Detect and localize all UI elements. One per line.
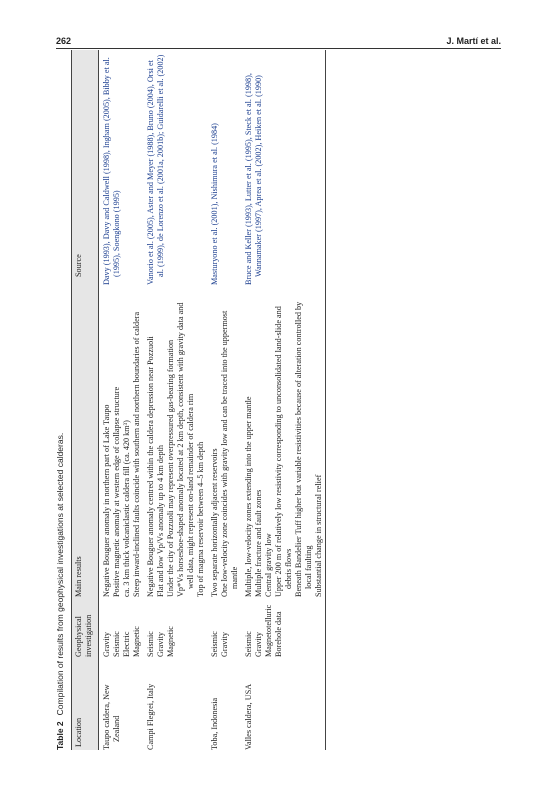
methods-cell — [207, 600, 241, 660]
location-cell: Campi Flegrei, Italy — [146, 683, 155, 750]
source-cell: Bruce and Keller (1993), Lutter et al. (1995), Steck et al. (1998), Wannamaker (1997), Aprea et al. (2002), Heiken et al. (1990) — [241, 50, 326, 287]
method-item: Magnetic — [132, 626, 141, 657]
result-item: Beneath Bandelier Tuff higher but variable resistivities because of alteration controlled by local faulting — [294, 301, 313, 597]
method-item: Gravity — [254, 631, 263, 657]
result-item: Negative Bouguer anomaly in northern part of Lake Taupo — [102, 404, 111, 597]
result-item: One low-velocity zone coincides with gravity low and can be traced into the uppermost mantle — [220, 310, 239, 597]
result-item: Multiple, low-velocity zones extending into the upper mantle — [244, 396, 253, 597]
header-location: Location — [72, 660, 99, 750]
source-cell: Masturyono et al. (2001), Nishimura et al. (1984) — [210, 123, 219, 285]
table-header-row — [72, 50, 99, 750]
header-source: Source — [72, 50, 99, 287]
table-row — [143, 50, 207, 750]
result-item: Top of magma reservoir between 4–5 km depth — [196, 441, 205, 597]
header-main-results: Main results — [72, 287, 99, 600]
header-geophysical-investigation: Geophysical investigation — [72, 600, 99, 660]
method-item: Gravity — [102, 631, 111, 657]
header-rule — [56, 48, 501, 49]
table-row — [241, 50, 326, 750]
table-label: Table 2 — [55, 721, 65, 750]
result-item: Substantial change in structural relief — [314, 474, 323, 597]
results-table — [71, 50, 326, 750]
location-cell: Taupo caldera, New Zealand — [102, 684, 121, 750]
table-caption-text: Compilation of results from geophysical investigations at selected calderas. — [55, 432, 65, 716]
method-item: Electric — [122, 631, 131, 657]
method-item: Magnetic — [166, 626, 175, 657]
results-cell — [99, 287, 144, 600]
result-item: Flat and low Vp/Vs anomaly up to 4 km depth — [156, 445, 165, 597]
method-item: Seismic — [210, 631, 219, 657]
result-item: Central gravity low — [264, 533, 273, 597]
rotated-table-container — [55, 50, 525, 750]
method-item: Gravity — [220, 631, 229, 657]
result-item: Upper 200 m of relatively low resistivity corresponding to unconsolidated land-slide and debris flows — [274, 306, 293, 597]
result-item: Vp*Vs horseshoe-shaped anomaly located at 2 km depth, consistent with gravity data and well data, might represent on-land remainder of caldera rim — [176, 302, 195, 597]
methods-cell — [241, 600, 326, 660]
method-item: Seismic — [244, 631, 253, 657]
result-item: Positive magnetic anomaly at western edge of collapse structure — [112, 386, 121, 597]
results-cell — [207, 287, 241, 600]
page-number: 262 — [56, 36, 72, 46]
table-row — [207, 50, 241, 750]
result-item: Multiple fracture and fault zones — [254, 489, 263, 597]
method-item: Seismic — [146, 631, 155, 657]
method-item: Borehole data — [274, 611, 283, 657]
location-cell: Valles caldera, USA — [241, 660, 326, 750]
table-row — [99, 50, 144, 750]
result-item: Steep inward-inclined faults coincide with southern and northern boundaries of caldera — [132, 311, 141, 597]
method-item: Gravity — [156, 631, 165, 657]
results-cell — [143, 287, 207, 600]
running-author: J. Martí et al. — [446, 36, 501, 46]
result-item: Negative Bouguer anomaly centred within the caldera depression near Pozzuoli — [146, 336, 155, 597]
result-item: Two separate horizontally adjacent reservoirs — [210, 448, 219, 597]
source-cell: Davy (1993), Davy and Caldwell (1998), Ingham (2005), Bibby et al. (1995), Soengkono (1995) — [102, 57, 121, 285]
table-caption — [55, 50, 69, 750]
result-item: ca. 3 km thick volcaniclastic caldera fill (ca. 420 km³) — [122, 420, 131, 597]
source-cell: Vanorio et al. (2005), Aster and Meyer (1988), Bruno (2004), Orsi et al. (1999), de Lorenzo et al. (2001a, 2001b); Guidarelli et al. (2002) — [146, 54, 165, 285]
methods-cell — [143, 600, 207, 660]
method-item: Magnetotelluric — [264, 604, 273, 657]
results-cell — [241, 287, 326, 600]
result-item: Under the city of Pozzuoli may represent overpressured gas-bearing formation — [166, 339, 175, 597]
methods-cell — [99, 600, 144, 660]
location-cell: Toba, Indonesia — [210, 697, 219, 750]
method-item: Seismic — [112, 631, 121, 657]
